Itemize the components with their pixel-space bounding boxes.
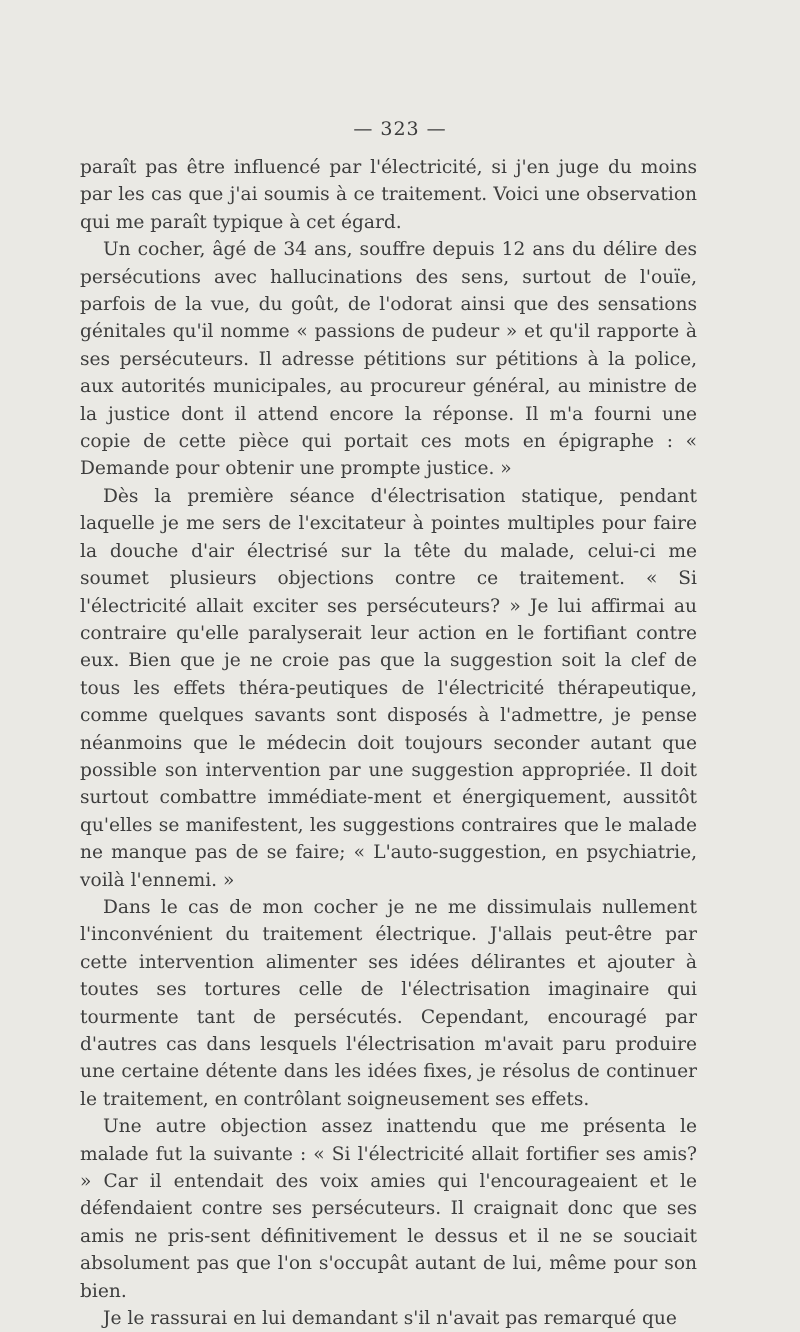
paragraph-case-description: Un cocher, âgé de 34 ans, souffre depuis 12 ans du délire des persécutions avec hallucinations des sens, surtout de l'ouïe, parfois de la vue, du goût, de l'odorat ainsi que des sensations génitales qu'il nomme « passions de pudeur » et qu'il rapporte à ses persécuteurs. Il adresse pétitions sur pétitions à la police, aux autorités municipales, au procureur général, au ministre de la justice dont il attend encore la réponse. Il m'a fourni une copie de cette pièce qui portait ces mots en épigraphe : « Demande pour obtenir une prompte justice. » <box>80 239 697 480</box>
paragraph-first-session: Dès la première séance d'électrisation statique, pendant laquelle je me sers de l'excitateur à pointes multiples pour faire la douche d'air électrisé sur la tête du malade, celui-ci me soumet plusieurs objections contre ce traitement. « Si l'électricité allait exciter ses persécuteurs? » Je lui affirmai au contraire qu'elle paralyserait leur action en le fortifiant contre eux. Bien que je ne croie pas que la suggestion soit la clef de tous les effets théra-peutiques de l'électricité thérapeutique, comme quelques savants sont disposés à l'admettre, je pense néanmoins que le médecin doit toujours seconder autant que possible son intervention par une suggestion appropriée. Il doit surtout combattre immédiate-ment et énergiquement, aussitôt qu'elles se manifestent, les suggestions contraires que le malade ne manque pas de se faire; « L'auto-suggestion, en psychiatrie, voilà l'ennemi. » <box>80 485 697 891</box>
paragraph-reassurance: Je le rassurai en lui demandant s'il n'avait pas remarqué que <box>103 1308 677 1330</box>
body-text <box>80 154 697 1332</box>
page-number: — 323 — <box>353 118 447 140</box>
paragraph-second-objection: Une autre objection assez inattendu que me présenta le malade fut la suivante : « Si l'électricité allait fortifier ses amis? » Car il entendait des voix amies qui l'encourageaient et le défendaient contre ses persécuteurs. Il craignait donc que ses amis ne pris-sent définitivement le dessus et il ne se souciait absolument pas que l'on s'occupât autant de lui, même pour son bien. <box>80 1116 697 1302</box>
paragraph-continuation: paraît pas être influencé par l'électricité, si j'en juge du moins par les cas que j'ai soumis à ce traitement. Voici une observation qui me paraît typique à cet égard. <box>80 157 697 233</box>
paragraph-treatment-concern: Dans le cas de mon cocher je ne me dissimulais nullement l'inconvénient du traitement électrique. J'allais peut-être par cette intervention alimenter ses idées délirantes et ajouter à toutes ses tortures celle de l'électrisation imaginaire qui tourmente tant de persécutés. Cependant, encouragé par d'autres cas dans lesquels l'électrisation m'avait paru produire une certaine détente dans les idées fixes, je résolus de continuer le traitement, en contrôlant soigneusement ses effets. <box>80 896 697 1110</box>
